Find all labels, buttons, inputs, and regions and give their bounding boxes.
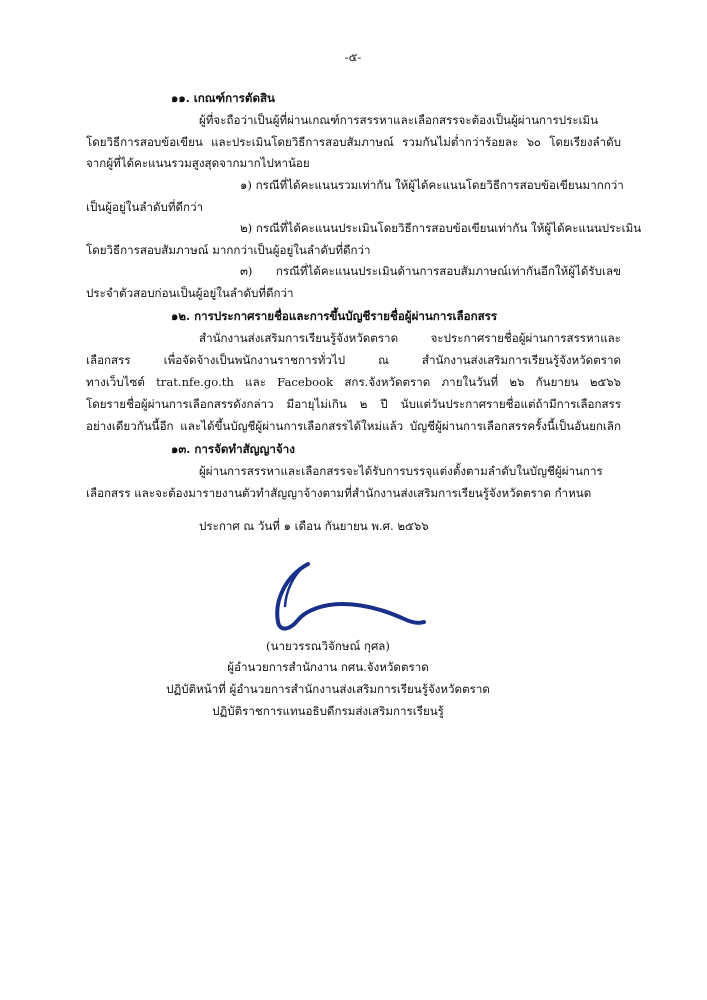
criterion-3-line: ๓) กรณีที่ได้คะแนนประเมินด้านการสอบสัมภาษณ์เท่ากันอีกให้ผู้ได้รับเลข — [240, 264, 621, 278]
announcement-date: ประกาศ ณ วันที่ ๑ เดือน กันยายน พ.ศ. ๒๕๖๖ — [199, 519, 429, 533]
section-12-paragraph-line: เลือกสรร เพื่อจัดจ้างเป็นพนักงานราชการทั่วไป ณ สำนักงานส่งเสริมการเรียนรู้จังหวัดตราด — [86, 353, 621, 367]
section-13-heading: ๑๓. การจัดทำสัญญาจ้าง — [171, 442, 295, 456]
signatory-name: (นายวรรณวิจักษณ์ กุศล) — [266, 639, 390, 653]
section-12-paragraph-line: ทางเว็บไซต์ trat.nfe.go.th และ Facebook สกร.จังหวัดตราด ภายในวันที่ ๒๖ กันยายน ๒๕๖๖ — [86, 375, 621, 389]
section-12-paragraph-line: สำนักงานส่งเสริมการเรียนรู้จังหวัดตราด จะประกาศรายชื่อผู้ผ่านการสรรหาและ — [199, 331, 621, 345]
section-13-paragraph-line: ผู้ผ่านการสรรหาและเลือกสรรจะได้รับการบรรจุแต่งตั้งตามลำดับในบัญชีผู้ผ่านการ — [199, 464, 603, 478]
criterion-1-line: เป็นผู้อยู่ในลำดับที่ดีกว่า — [86, 200, 204, 214]
criterion-2-line: โดยวิธีการสอบสัมภาษณ์ มากกว่าเป็นผู้อยู่ในลำดับที่ดีกว่า — [86, 243, 371, 257]
section-12-heading: ๑๒. การประกาศรายชื่อและการขึ้นบัญชีรายชื่อผู้ผ่านการเลือกสรร — [171, 309, 498, 323]
signatory-on-behalf: ปฏิบัติราชการแทนอธิบดีกรมส่งเสริมการเรียนรู้ — [212, 704, 444, 718]
section-11-paragraph-line: จากผู้ที่ได้คะแนนรวมสูงสุดจากมากไปหาน้อย — [86, 156, 310, 170]
section-12-paragraph-line: อย่างเดียวกันนี้อีก และได้ขึ้นบัญชีผู้ผ่านการเลือกสรรได้ใหม่แล้ว บัญชีผู้ผ่านการเลือกสรรครั้งนี้เป็นอันยกเลิก — [86, 419, 621, 433]
page-number: -๕- — [344, 50, 362, 64]
signature-image — [268, 560, 428, 645]
criterion-2-line: ๒) กรณีที่ได้คะแนนประเมินโดยวิธีการสอบข้อเขียนเท่ากัน ให้ผู้ได้คะแนนประเมิน — [240, 221, 642, 235]
signatory-acting: ปฏิบัติหน้าที่ ผู้อำนวยการสำนักงานส่งเสริมการเรียนรู้จังหวัดตราด — [166, 682, 490, 696]
criterion-3-line: ประจำตัวสอบก่อนเป็นผู้อยู่ในลำดับที่ดีกว่า — [86, 286, 294, 300]
section-11-paragraph-line: ผู้ที่จะถือว่าเป็นผู้ที่ผ่านเกณฑ์การสรรหาและเลือกสรรจะต้องเป็นผู้ผ่านการประเมิน — [199, 113, 599, 127]
section-11-paragraph-line: โดยวิธีการสอบข้อเขียน และประเมินโดยวิธีการสอบสัมภาษณ์ รวมกันไม่ต่ำกว่าร้อยละ ๖๐ โดยเรียงลำดับ — [86, 135, 621, 149]
section-11-heading: ๑๑. เกณฑ์การตัดสิน — [171, 91, 275, 105]
criterion-1-line: ๑) กรณีที่ได้คะแนนรวมเท่ากัน ให้ผู้ได้คะแนนโดยวิธีการสอบข้อเขียนมากกว่า — [240, 178, 624, 192]
section-12-paragraph-line: โดยรายชื่อผู้ผ่านการเลือกสรรดังกล่าว มีอายุไม่เกิน ๒ ปี นับแต่วันประกาศรายชื่อแต่ถ้ามีการเลือกสรร — [86, 397, 621, 411]
section-13-paragraph-line: เลือกสรร และจะต้องมารายงานตัวทำสัญญาจ้างตามที่สำนักงานส่งเสริมการเรียนรู้จังหวัดตราด กำหนด — [86, 486, 592, 500]
signatory-position: ผู้อำนวยการสำนักงาน กศน.จังหวัดตราด — [227, 660, 429, 674]
